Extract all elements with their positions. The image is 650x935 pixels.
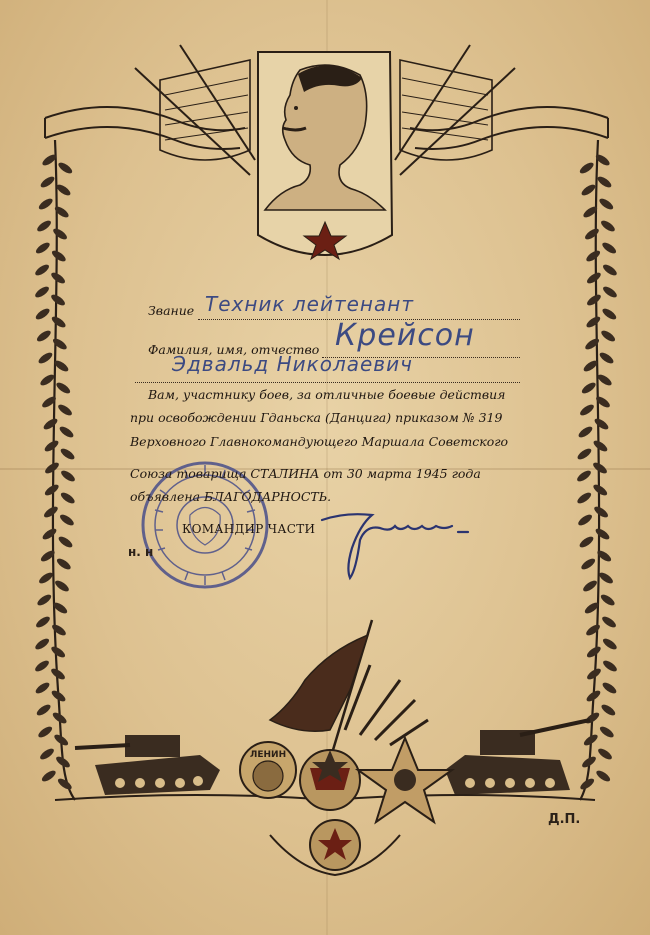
laurel-leaf (41, 527, 58, 542)
body-line-4: Союза товарища СТАЛИНА от 30 марта 1945 года (130, 466, 481, 481)
laurel-leaf (595, 769, 612, 784)
laurel-leaf (50, 249, 67, 264)
order-of-lenin (240, 742, 296, 798)
laurel-leaf (600, 615, 617, 630)
laurel-leaf (601, 659, 618, 674)
laurel-leaf (578, 403, 595, 418)
laurel-leaf (39, 373, 56, 388)
laurel-leaf (34, 241, 51, 256)
commander-signature (322, 514, 468, 578)
laurel-leaf (42, 417, 59, 432)
laurel-leaf (594, 527, 611, 542)
laurel-leaf (35, 703, 52, 718)
laurel-leaf (584, 623, 601, 638)
laurel-leaf (578, 535, 595, 550)
laurel-leaf (34, 615, 51, 630)
laurel-leaf (59, 469, 76, 484)
guards-badge (270, 820, 400, 875)
laurel-leaf (580, 381, 597, 396)
laurel-leaf (59, 447, 76, 462)
surname-value: Крейсон (335, 318, 475, 353)
laurel-leaf (597, 571, 614, 586)
laurel-leaf (51, 337, 68, 352)
laurel-leaf (56, 777, 73, 792)
laurel-leaf (592, 483, 609, 498)
laurel-leaf (600, 329, 617, 344)
artist-initials: Д.П. (548, 812, 581, 827)
laurel-leaf (584, 337, 601, 352)
laurel-leaf (42, 505, 59, 520)
laurel-leaf (58, 425, 75, 440)
laurel-leaf (596, 747, 613, 762)
laurel-leaf (50, 271, 67, 286)
commander-label: КОМАНДИР ЧАСТИ (182, 522, 316, 536)
laurel-leaf (585, 293, 602, 308)
laurel-leaf (578, 161, 595, 176)
laurel-leaf (43, 461, 60, 476)
laurel-leaf (34, 637, 51, 652)
laurel-leaf (56, 403, 73, 418)
laurel-leaf (37, 351, 54, 366)
laurel-leaf (34, 307, 51, 322)
laurel-leaf (58, 513, 75, 528)
laurel-leaf (585, 249, 602, 264)
name-label: Фамилия, имя, отчество (148, 342, 320, 357)
laurel-leaf (35, 329, 52, 344)
laurel-leaf (577, 425, 594, 440)
laurel-leaf (581, 579, 598, 594)
laurel-leaf (580, 557, 597, 572)
laurel-leaf (34, 681, 51, 696)
footer-mark: н. н (128, 545, 154, 559)
laurel-leaf (601, 681, 618, 696)
laurel-leaf (37, 571, 54, 586)
laurel-leaf (34, 263, 51, 278)
laurel-leaf (593, 505, 610, 520)
given-name-value: Эдвальд Николаевич (172, 352, 413, 376)
laurel-leaf (592, 439, 609, 454)
laurel-leaf (50, 623, 67, 638)
laurel-leaf (33, 285, 50, 300)
laurel-leaf (33, 659, 50, 674)
laurel-leaf (598, 351, 615, 366)
laurel-leaf (601, 285, 618, 300)
laurel-leaf (50, 315, 67, 330)
laurel-leaf (57, 535, 74, 550)
laurel-leaf (49, 293, 66, 308)
laurel-leaf (576, 447, 593, 462)
body-line-3: Верховного Главнокомандующего Маршала Советского (130, 434, 509, 449)
body-line-5: объявлена БЛАГОДАРНОСТЬ. (130, 489, 332, 504)
laurel-leaf (596, 175, 613, 190)
laurel-leaf (576, 491, 593, 506)
laurel-leaf (36, 219, 53, 234)
laurel-leaf (575, 469, 592, 484)
laurel-leaf (52, 227, 69, 242)
laurel-leaf (39, 175, 56, 190)
laurel-leaf (599, 593, 616, 608)
laurel-leaf (50, 645, 67, 660)
rank-label: Звание (148, 303, 195, 318)
portrait-medallion (135, 45, 515, 259)
laurel-leaf (585, 271, 602, 286)
tank-right (445, 720, 590, 795)
laurel-leaf (583, 227, 600, 242)
tank-left (75, 735, 220, 795)
order-red-banner (300, 750, 360, 810)
laurel-leaf (57, 161, 74, 176)
laurel-leaf (599, 219, 616, 234)
rank-value: Техник лейтенант (205, 292, 414, 316)
laurel-leaf (37, 725, 54, 740)
laurel-leaf (591, 461, 608, 476)
order-red-star (358, 738, 452, 822)
given-name-underline (135, 381, 520, 383)
laurel-leaf (577, 513, 594, 528)
laurel-leaf (43, 483, 60, 498)
laurel-leaf (601, 263, 618, 278)
laurel-leaf (38, 747, 55, 762)
laurel-leaf (601, 307, 618, 322)
laurel-leaf (59, 491, 76, 506)
laurel-leaf (596, 373, 613, 388)
order-lenin-text: ЛЕНИН (249, 750, 287, 760)
laurel-leaf (600, 703, 617, 718)
laurel-leaf (585, 315, 602, 330)
bottom-emblem-art (55, 620, 595, 875)
laurel-leaf (585, 645, 602, 660)
laurel-leaf (40, 769, 57, 784)
laurel-leaf (55, 381, 72, 396)
laurel-leaf (601, 241, 618, 256)
laurel-leaf (53, 579, 70, 594)
body-line-1: Вам, участнику боев, за отличные боевые действия (148, 387, 506, 402)
laurel-leaf (593, 417, 610, 432)
body-line-2: при освобождении Гданьска (Данцига) приказом № 319 (130, 410, 503, 425)
laurel-leaf (55, 557, 72, 572)
laurel-leaf (598, 197, 615, 212)
laurel-leaf (601, 637, 618, 652)
laurel-leaf (43, 439, 60, 454)
laurel-leaf (37, 197, 54, 212)
laurel-leaf (598, 725, 615, 740)
laurel-leaf (36, 593, 53, 608)
laurel-leaf (580, 183, 597, 198)
